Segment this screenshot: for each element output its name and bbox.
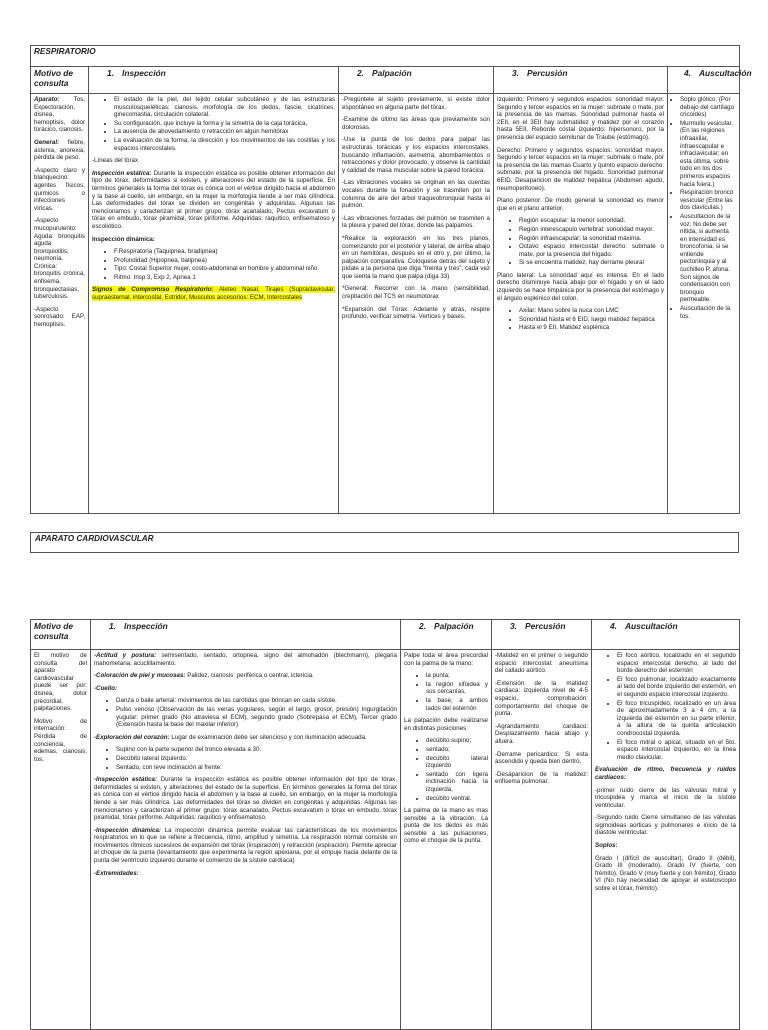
list-item: • Supino con la parte superior del tronco elevada a 30. [116, 746, 397, 754]
list-item: • El foco mitral o apical, situado en el 5to. espacio intercostal izquierdo, en la línea medio clavicular. [617, 739, 736, 762]
resp-inspeccion-cell: • El estado de la piel, del tejido celular subcutáneo y de las estructuras musculosqueléticas: cianosis, morfología de los dedos, fascie, cicatrices, ginecomastia, circulación colateral. • Su configuración, que incluye la forma y la simetría de la caja torácica, • La ausencia de abovedamiento o retracción en algún hemitórax • La evaluación de la forma, la dirección y los movimientos de las costillas y los espacios intercostales. -Líneas del tórax Inspección estática: Durante la inspección estática es posible obtener información del tipo de tórax, deformidades si existen, y alteraciones del estado de la superficie. En términos generales la forma del tórax es cónica con el vértice dirigido hacia el abdomen y la base al cuello, sin embargo, en la mujer la morfología tiende a ser más cilíndrica. Las deformidades del tórax se dividen en congénitas y adquiridas. Algunas las mencionamos y caracterizan al primer grupo: tórax acanalado, Pectus excavatum o tórax en embudo, tórax piramidal, tórax piriforme. Adquiridas: raquítico, enfisematoso y escoliótico. Inspección dinámica: • F.Respiratoria (Taquipnea, bradipnea) • Profundidad (Hipopnea, batipnea) • Tipo: Costal Superior mujer, costo-abdominal en hombre y abdominal niño. • Ritmo: Insp 3, Exp 2, Apnea 1 Signos de Compromiso Respiratorio: Aleteo Nasal, Tirajes (Supraclavicular, supraesternal, intercostal, Estridor, Musculos accesorios: ECM, Intercostales [89, 94, 339, 514]
list-item: • El foco aórtico, localizado en el segundo espacio intercostal derecho, al lado del borde derecho del esternón [617, 652, 736, 675]
list-item: • Octavo espacio intercostal derecho: submate o mate, por la presencia del hígado. [519, 243, 664, 258]
list-item: • Danza o baile arterial: movimientos de las carótidas que brincan en cada sístole. [116, 697, 397, 705]
list-item: • Auscultación de la tos. [680, 305, 736, 320]
list-item: • Respiración bronco vesicular (Entre las dos clavículas.) [680, 189, 736, 212]
list-item: • Su configuración, que incluye la forma y la simetría de la caja torácica, [114, 120, 335, 128]
list-item: • la punta; [426, 672, 488, 680]
resp-palpacion-cell: -Pregúntele al sujeto previamente, si existe dolor espontáneo en alguna parte del tórax. -Examine de último las áreas que previamente son dolorosas. -Use la punta de los dedos para palpar las estructuras torácicas y los espacios intercostales, buscando inflamación, asimetría, abombamientos o retracciones y dolor provocado, y observe la cantidad y calidad de masa muscular sobre la pared torácica. -Las vibraciones vocales se originan en las cuerdas vocales durante la fonación y se trasmiten por la columna de aire del árbol traqueobronquial hasta el pulmón. -Las vibraciones forzadas del pulmón se trasmiten a la pleura y pared del tórax, donde las palpamos. *Realice la exploración en los tres planos, comenzando por el posterior y lateral, de arriba abajo en un hemitórax, después en el otro y, por último, la palpación comparativa. Colóquese detrás del sujeto y pídale a la persona que diga “treinta y tres”, cada vez que sienta la mano que palpa (diga 33) *General: Recorrer con la mano (sensibilidad, crepitación del TCS en neumotórax *Expansión del Tórax: Adelante y atrás, respire profundo, verificar simetría. Vertices y bases. [339, 94, 494, 514]
header-auscultacion: 4. Auscultación [592, 620, 740, 650]
header-inspeccion: 1. Inspección [89, 67, 339, 94]
section-title-cardiovascular: APARATO CARDIOVASCULAR [30, 532, 739, 553]
list-item: • decúbito lateral izquierdo [426, 755, 488, 770]
cv-auscultacion-cell: • El foco aórtico, localizado en el segundo espacio intercostal derecho, al lado del borde derecho del esternón • El foco pulmonar, localizado exactamente al lado del borde izquierdo del esternón, en el segundo espacio intercostal izquierdo. • El foco tricuspídeo, localizado en un área de aproximadamente 3 a 4 cm, a la izquierda del esternón en su parte inferior, a la altura de la quinta articulación condrocostal izquierda. • El foco mitral o apical, situado en el 5to. espacio intercostal izquierdo, en la línea medio clavicular. Evaluación de ritmo, frecuencia y ruidos cardiacos: -primer ruido cierre de las válvulas mitral y tricuspidea y marca el inicio de la sístole ventricular. -Segundo ruido Cierre simultaneo de las válvulas sigmoideas aorticas y pulmonares e inicio de la diastole ventricular. Soplos: Grado I (difícil de auscultar), Grado II (débil), Grado III (moderado), Grado IV (fuerte, con frémito), Grado V (muy fuerte y con frémito), Grado VI (No hay necesidad de apoyar el estetoscopio sobre el tórax, frémito). [592, 650, 740, 1030]
list-item: • sentado con ligera inclinación hacia la izquierda, [426, 771, 488, 794]
list-item: • Región escapular: la menor sonoridad. [519, 217, 664, 225]
section-title-respiratorio: RESPIRATORIO [31, 46, 740, 67]
list-item: • F.Respiratoria (Taquipnea, bradipnea) [114, 248, 335, 256]
list-item: • La ausencia de abovedamiento o retracción en algún hemitórax [114, 128, 335, 136]
list-item: • Tipo: Costal Superior mujer, costo-abdominal en hombre y abdominal niño. [114, 265, 335, 273]
signos-highlight: Signos de Compromiso Respiratorio: Aleteo Nasal, Tirajes (Supraclavicular, supraesternal, intercostal, Estridor, Musculos accesorios: ECM, Intercostales [92, 286, 335, 302]
list-item: • decúbito ventral. [426, 795, 488, 803]
header-motivo: Motivo de consulta [31, 620, 91, 650]
list-item: • El estado de la piel, del tejido celular subcutáneo y de las estructuras musculosqueléticas: cianosis, morfología de los dedos, fascie, cicatrices, ginecomastia, circulación colateral. [114, 96, 335, 119]
header-palpacion: 2. Palpación [401, 620, 492, 650]
cv-motivo-cell: El motivo de consulta del aparato cardiovascular puede ser por: disnea, dolor precordial, palpitaciones. Motivo de internación: Pérdida de conciencia, edemas, cianosis, tos. [31, 650, 91, 1030]
list-item: • Si se encuentra matidez, hay derrame pleural [519, 259, 664, 267]
cv-palpacion-cell: Palpe toda el área precordial con la palma de la mano: • la punta; • la región xifoidea y sus cercanías, • la base, a ambos lados del esternón La palpación debe realizarse en distintas posiciones: • decúbito supino; • sentado; • decúbito lateral izquierdo • sentado con ligera inclinación hacia la izquierda, • decúbito ventral. La palma de la mano es mas sensible a la vibración. La punta de los dedos es más sensible a las pulsaciones, como el choque de la punta. [401, 650, 492, 1030]
list-item: • Pulso venoso (Observación de las venas yugulares, según el largo, grosor, presión) Ingurgitación yugular: primer grado (No atraviesa el ECM), segundo grado (Sobrepasa el ECM), Tercer grado (Extensión hasta la base del maxilar inferior) [116, 706, 397, 729]
list-item: • Axilar: Mano sobre la nuca con LMC [519, 307, 664, 315]
header-auscultacion: 4. Auscultación [668, 67, 740, 94]
resp-motivo-cell: Aparato: Tos, Expectoración, disnea, hemoptisis, dolor torácico, cianosis. General: fiebre, astenia, anorexia, pérdida de peso. -Aspecto claro y blanquecino: agentes físicos, químicos o infecciones víricas. -Aspecto mucopurulento: Aguda: bronquitis aguda bronquiolitis, neumonía. Crónica: bronquitis crónica, enfisema, bronquiectasias, tuberculosis. -Aspecto sonrosado: EAP, hemoptisis. [31, 94, 89, 514]
list-item: • Auscultacion de la voz: No debe ser nítida, si aumenta en intensidad es broncofonia, si se entiende pectoriloquia y al cuchilleo P. afona. Son signos de condensación con bronquio permeable. [680, 213, 736, 304]
list-item: • sentado; [426, 746, 488, 754]
list-item: • Murmullo vesicular. (En las regiones infraaxilar, infraescapular e infraclavicular; en esta última, sobre todo en los dos primeros espacios hacia fuera.) [680, 120, 736, 188]
respiratory-table [30, 45, 752, 514]
header-motivo: Motivo de consulta [31, 67, 89, 94]
header-palpacion: 2. Palpación [339, 67, 494, 94]
cv-inspeccion-cell: -Actitud y postura: semisentado, sentado, ortopnea, signo del almohadón (blechmann), plegaria mahometana, acuclillamiento. -Coloración de piel y mucosas: Palidez, cianosis: periférica o central, ictericia. -Cuello: • Danza o baile arterial: movimientos de las carótidas que brincan en cada sístole. • Pulso venoso (Observación de las venas yugulares, según el largo, grosor, presión) Ingurgitación yugular: primer grado (No atraviesa el ECM), segundo grado (Sobrepasa el ECM), Tercer grado (Extensión hasta la base del maxilar inferior) -Exploración del corazón: Lugar de examinación debe ser silencioso y con iluminación adecuada. • Supino con la parte superior del tronco elevada a 30. • Decúbito lateral izquierdo. • Sentado, con leve inclinación al frente. -Inspección estática: Durante la inspección estática es posible obtener información del tipo de tórax, deformidades si existen, y alteraciones del estado de la superficie. En términos generales la forma del tórax es cónica con el vértice dirigido hacia el abdomen y la base al cuello, sin embargo, en la mujer la morfología tiende a ser más cilíndrica. Las deformidades del tórax se dividen en congénitas y adquiridas. Algunas las mencionamos y caracterizan al primer grupo: tórax acanalado, Pectus excavatum o tórax en embudo, tórax piramidal, tórax piriforme. Adquiridas: raquítico y enfisematoso. -Inspección dinámica: La inspección dinámica permite evaluar las características de los movimientos respiratorios en lo que se refiere a frecuencia, ritmo, amplitud y simetría. La respiración normal consiste en movimientos rítmicos sucesivos de expansión del tórax (inspiración) y retracción (espiración). Permite apreciar el choque de la punta (levantamiento que experimenta la región apexiana, por el empuje hacia delante de la punta del ventrículo izquierdo durante el comienzo de la sístole cardíaca) -Extremidades: [91, 650, 401, 1030]
list-item: • El foco tricuspídeo, localizado en un área de aproximadamente 3 a 4 cm, a la izquierda del esternón en su parte inferior, a la altura de la quinta articulación condrocostal izquierda. [617, 700, 736, 738]
list-item: • Soplo glótico. (Por debajo del cartílago cricoides) [680, 96, 736, 119]
header-percusion: 3. Percusión [494, 67, 668, 94]
list-item: • Región interescapulo vertebral: sonoridad mayor. [519, 226, 664, 234]
list-item: • la región xifoidea y sus cercanías, [426, 681, 488, 696]
list-item: • Ritmo: Insp 3, Exp 2, Apnea 1 [114, 274, 335, 282]
list-item: • La evaluación de la forma, la dirección y los movimientos de las costillas y los espacios intercostales. [114, 137, 335, 152]
list-item: • El foco pulmonar, localizado exactamente al lado del borde izquierdo del esternón, en el segundo espacio intercostal izquierdo. [617, 676, 736, 699]
header-inspeccion: 1. Inspección [91, 620, 401, 650]
list-item: • Hasta el 9 EII, Matidez esplénica [519, 324, 664, 332]
cv-percusion-cell: -Matidez en el primer o segundo espacio intercostal: aneurisma del callado aórtico. -Extensión de la matidez cardiaca: izquierda nivel de 4-5 espacio, comprobación: comportamiento del choque de punta. -Agrandamiento cardiaco: Desplazamiento hacia abajo y afuera. -Derrame pericardico: Si esta ascendido y queda bien dentro. -Desaparicion de la matidez: enfisema pulmonar. [492, 650, 592, 1030]
list-item: • Sonoridad hasta el 6 EID, luego matidez hepática [519, 316, 664, 324]
list-item: • Profundidad (Hipopnea, batipnea) [114, 257, 335, 265]
list-item: • Región infraescapular: la sonoridad máxima. [519, 235, 664, 243]
list-item: • Sentado, con leve inclinación al frente. [116, 764, 397, 772]
list-item: • la base, a ambos lados del esternón [426, 697, 488, 712]
header-percusion: 3. Percusión [492, 620, 592, 650]
list-item: • decúbito supino; [426, 737, 488, 745]
cardiovascular-table [30, 619, 740, 1030]
list-item: • Decúbito lateral izquierdo. [116, 755, 397, 763]
resp-percusion-cell: Izquierdo: Primero y segundos espacios: sonoridad mayor. Segundo y tercer espacios en la mujer: submate o mate, por la presencia de las mamas. Sonoridad pulmonar hasta el 2EII, en el 3EII hay submatidez y matidez por el corazón hasta 5EII. Reborde costal izquierdo: hipersonoro, por la presencia del espacio semilunar de Traube (estómago). Derecho: Primero y segundos espacios: sonoridad mayor. Segundo y tercer espacios en la mujer: submate o mate, por la presencia de las mamas Cuarto y quinto espacio derecho: submate, por la presencia del hígado. Sonoridad pulmonar 6EID. Desaparicion de matidez hepática (Abdomen agudo, neumoperitoneo). Plano posterior: De modo general la sonoridad es menor que en el plano anterior. • Región escapular: la menor sonoridad. • Región interescapulo vertebral: sonoridad mayor. • Región infraescapular: la sonoridad máxima. • Octavo espacio intercostal derecho: submate o mate, por la presencia del hígado. • Si se encuentra matidez, hay derrame pleural Plano lateral: La sonoridad aquí es intensa. En el lado derecho disminuye hacia abajo por el hígado y en el lado izquierdo se hace timpánica por la presencia del estómago y el ángulo esplénico del colon. • Axilar: Mano sobre la nuca con LMC • Sonoridad hasta el 6 EID, luego matidez hepática • Hasta el 9 EII, Matidez esplénica [494, 94, 668, 514]
resp-auscultacion-cell [668, 94, 740, 514]
